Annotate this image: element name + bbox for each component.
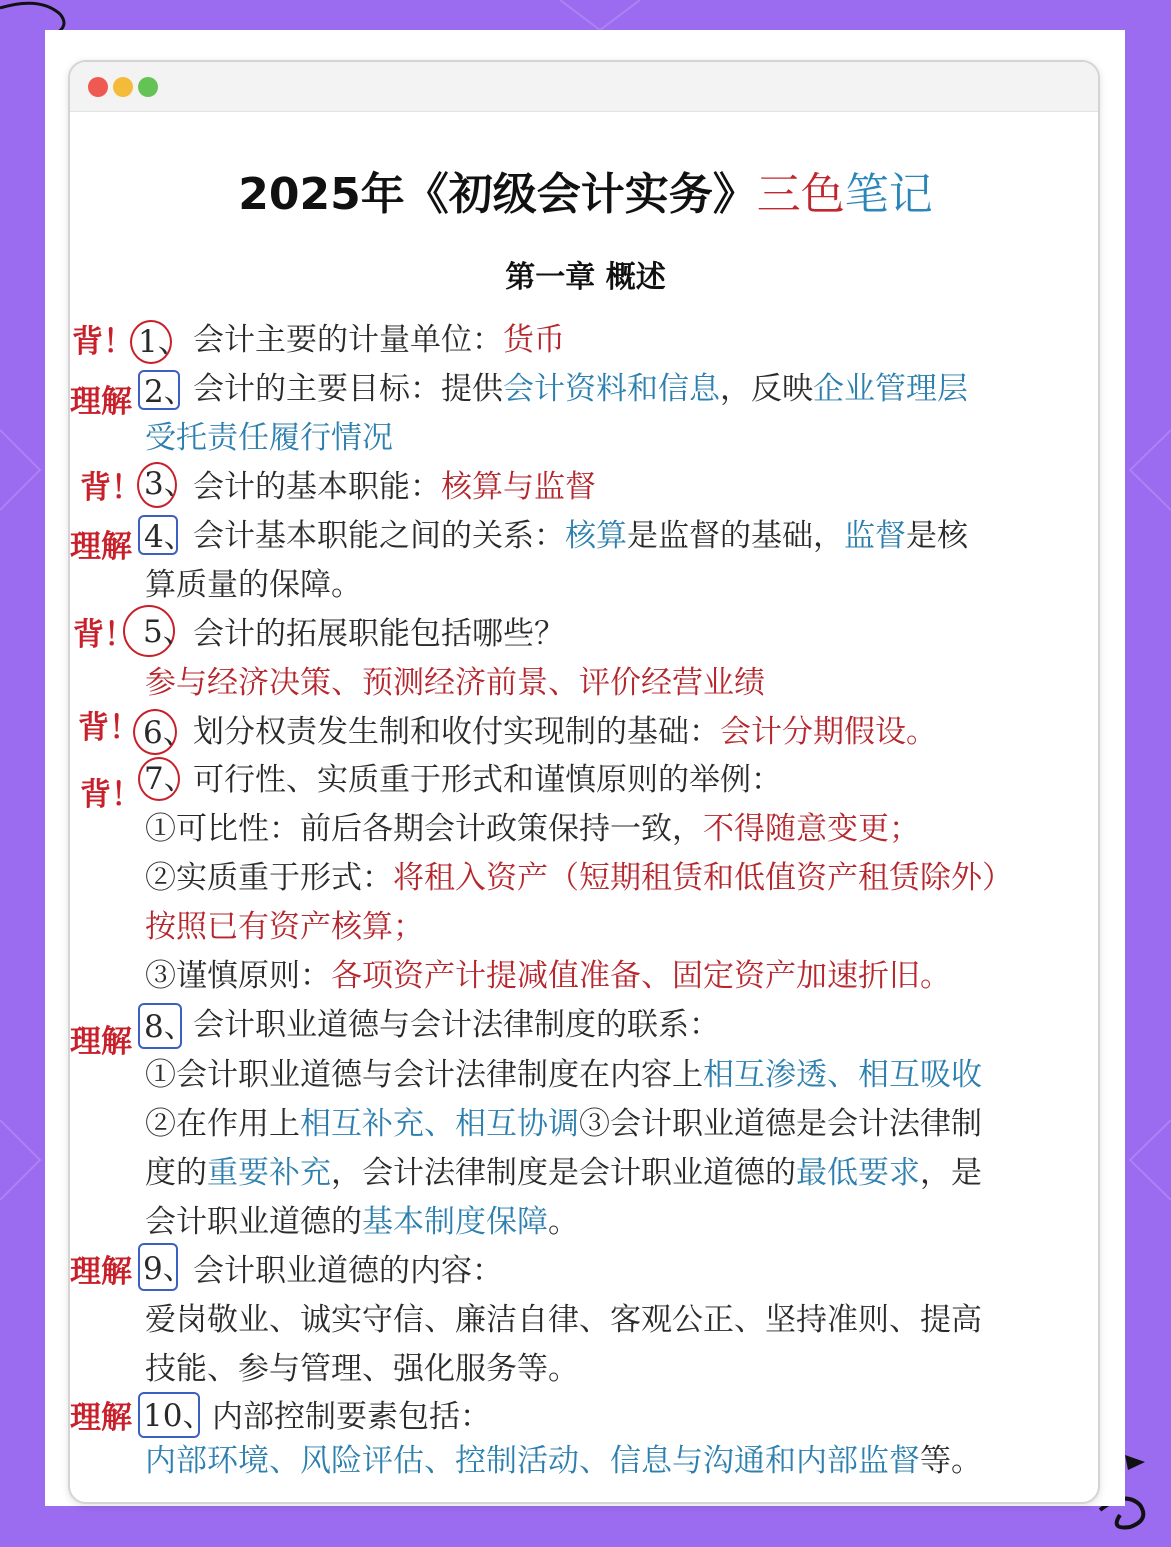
item-7-sub1: ①可比性：前后各期会计政策保持一致，不得随意变更； [145, 811, 920, 847]
item-8-text: 会计职业道德与会计法律制度的联系： [193, 1007, 720, 1043]
page-title [0, 158, 1171, 222]
maximize-window-icon[interactable] [138, 77, 158, 97]
tag-understand: 理解 [70, 1254, 132, 1290]
item-2-text: 会计的主要目标：提供会计资料和信息，反映企业管理层 [193, 371, 968, 407]
item-7-text: 可行性、实质重于形式和谨慎原则的举例： [193, 762, 782, 798]
tag-understand: 理解 [70, 1400, 132, 1436]
item-3-text: 会计的基本职能：核算与监督 [193, 469, 596, 505]
item-number-10: 10、 [138, 1392, 200, 1438]
close-window-icon[interactable] [88, 77, 108, 97]
item-2-line2: 受托责任履行情况 [145, 420, 393, 456]
item-number-7: 7、 [138, 757, 180, 801]
item-4-line2: 算质量的保障。 [145, 567, 362, 603]
item-6-text: 划分权责发生制和收付实现制的基础：会计分期假设。 [193, 714, 937, 750]
tag-memorize: 背！ [78, 710, 140, 746]
item-8-sub4: 会计职业道德的基本制度保障。 [145, 1204, 579, 1240]
tag-understand: 理解 [70, 1024, 132, 1060]
item-5-line2: 参与经济决策、预测经济前景、评价经营业绩 [145, 665, 765, 701]
item-1-text: 会计主要的计量单位：货币 [193, 322, 565, 358]
item-number-2: 2、 [138, 370, 180, 410]
item-5-text: 会计的拓展职能包括哪些？ [193, 616, 565, 652]
item-8-sub3: 度的重要补充，会计法律制度是会计职业道德的最低要求，是 [145, 1155, 982, 1191]
item-8-sub2: ②在作用上相互补充、相互协调③会计职业道德是会计法律制 [145, 1106, 982, 1142]
item-number-5: 5、 [123, 605, 175, 657]
item-number-6: 6、 [133, 709, 177, 755]
item-number-8: 8、 [138, 1003, 182, 1049]
tag-understand: 理解 [70, 384, 132, 420]
tag-memorize: 背！ [73, 617, 135, 653]
item-9-line2: 爱岗敬业、诚实守信、廉洁自律、客观公正、坚持准则、提高 [145, 1302, 982, 1338]
title-blue: 笔记 [844, 169, 933, 220]
tag-understand: 理解 [70, 529, 132, 565]
item-8-sub1: ①会计职业道德与会计法律制度在内容上相互渗透、相互吸收 [145, 1057, 982, 1093]
item-number-9: 9、 [138, 1243, 178, 1291]
minimize-window-icon[interactable] [113, 77, 133, 97]
item-7-sub3: ③谨慎原则：各项资产计提减值准备、固定资产加速折旧。 [145, 958, 951, 994]
title-red: 三色 [756, 169, 845, 220]
item-9-line3: 技能、参与管理、强化服务等。 [145, 1351, 579, 1387]
item-7-sub2: ②实质重于形式：将租入资产（短期租赁和低值资产租赁除外） [145, 860, 1013, 896]
item-10-line2: 内部环境、风险评估、控制活动、信息与沟通和内部监督等。 [145, 1443, 982, 1479]
item-4-text: 会计基本职能之间的关系：核算是监督的基础，监督是核 [193, 518, 968, 554]
tag-memorize: 背！ [80, 777, 142, 813]
tag-memorize: 背！ [80, 470, 142, 506]
item-number-4: 4、 [138, 515, 178, 555]
item-number-1: 1、 [130, 320, 172, 364]
item-7-sub2-cont: 按照已有资产核算； [145, 909, 424, 945]
item-10-text: 内部控制要素包括： [212, 1399, 491, 1435]
chapter-heading: 第一章 概述 [505, 260, 666, 295]
title-main: 2025年《初级会计实务》 [238, 169, 757, 220]
tag-memorize: 背！ [72, 324, 134, 360]
item-9-text: 会计职业道德的内容： [193, 1253, 503, 1289]
window-titlebar [70, 62, 1098, 112]
item-number-3: 3、 [137, 462, 177, 508]
